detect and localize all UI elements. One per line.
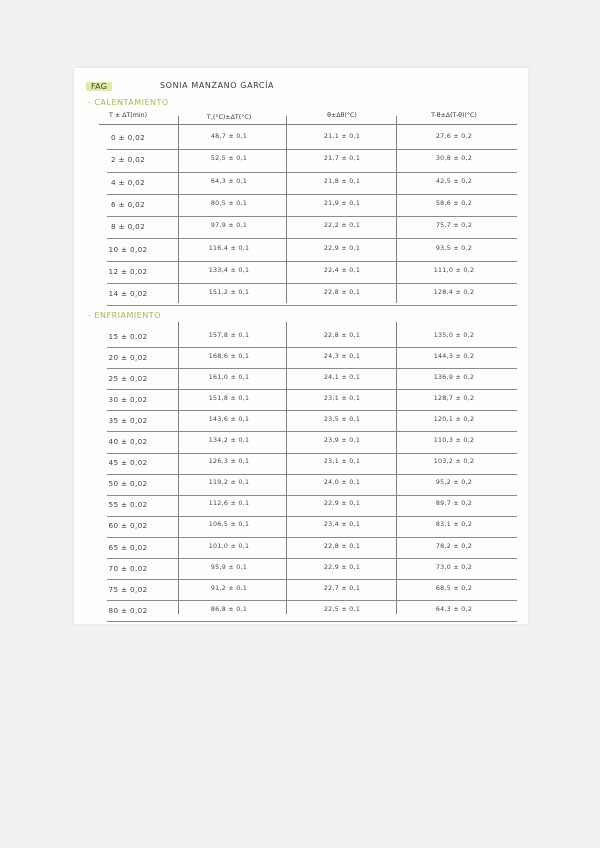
difference-cell: 30,8 ± 0,2 xyxy=(435,155,473,163)
tc-cell: 151,2 ± 0,1 xyxy=(208,289,250,297)
difference-cell: 136,9 ± 0,2 xyxy=(433,373,475,381)
time-cell: 70 ± 0,02 xyxy=(108,563,148,573)
table-row xyxy=(74,347,528,368)
header-tc: T꜀(°C)±ΔT(°C) xyxy=(206,114,252,121)
theta-cell: 23,1 ± 0,1 xyxy=(323,394,361,402)
theta-cell: 22,8 ± 0,1 xyxy=(323,331,361,339)
tc-cell: 116,4 ± 0,1 xyxy=(208,244,250,252)
difference-cell: 78,2 ± 0,2 xyxy=(435,542,473,550)
header-difference: T-θ±Δ(T-θ)(°C) xyxy=(431,112,477,119)
table-row xyxy=(74,216,528,238)
table-row xyxy=(74,127,528,149)
time-cell: 0 ± 0,02 xyxy=(110,133,146,143)
theta-cell: 22,2 ± 0,1 xyxy=(323,222,361,230)
theta-cell: 23,1 ± 0,1 xyxy=(323,458,361,466)
tc-cell: 95,9 ± 0,1 xyxy=(210,563,248,571)
theta-cell: 22,8 ± 0,1 xyxy=(323,542,361,550)
theta-cell: 21,8 ± 0,1 xyxy=(323,177,361,185)
table-row xyxy=(74,326,528,347)
table-row xyxy=(74,283,528,305)
difference-cell: 128,7 ± 0,2 xyxy=(433,394,475,402)
theta-cell: 22,7 ± 0,1 xyxy=(323,584,361,592)
theta-cell: 23,9 ± 0,1 xyxy=(323,437,361,445)
difference-cell: 68,5 ± 0,2 xyxy=(435,584,473,592)
tc-cell: 112,6 ± 0,1 xyxy=(208,500,250,508)
section-title-cooling: - ENFRIAMIENTO xyxy=(88,311,161,320)
tc-cell: 64,3 ± 0,1 xyxy=(210,177,248,185)
tc-cell: 151,8 ± 0,1 xyxy=(208,394,250,402)
author-name: SONIA MANZANO GARCÍA xyxy=(160,81,275,90)
time-cell: 14 ± 0,02 xyxy=(108,289,148,299)
tc-cell: 143,6 ± 0,1 xyxy=(208,415,250,423)
difference-cell: 27,6 ± 0,2 xyxy=(435,133,473,141)
time-cell: 60 ± 0,02 xyxy=(108,521,148,531)
time-cell: 30 ± 0,02 xyxy=(108,394,148,404)
difference-cell: 95,2 ± 0,2 xyxy=(435,479,473,487)
table-headers xyxy=(74,112,528,122)
difference-cell: 42,5 ± 0,2 xyxy=(435,177,473,185)
difference-cell: 120,1 ± 0,2 xyxy=(433,415,475,423)
notebook-page xyxy=(74,68,528,624)
tc-cell: 52,5 ± 0,1 xyxy=(210,155,248,163)
difference-cell: 144,3 ± 0,2 xyxy=(433,352,475,360)
time-cell: 12 ± 0,02 xyxy=(108,266,148,276)
tc-cell: 133,4 ± 0,1 xyxy=(208,266,250,274)
time-cell: 15 ± 0,02 xyxy=(108,331,148,341)
difference-cell: 73,0 ± 0,2 xyxy=(435,563,473,571)
difference-cell: 58,6 ± 0,2 xyxy=(435,200,473,208)
tc-cell: 126,3 ± 0,1 xyxy=(208,458,250,466)
theta-cell: 21,9 ± 0,1 xyxy=(323,200,361,208)
section-title-heating: - CALENTAMIENTO xyxy=(88,98,169,107)
time-cell: 50 ± 0,02 xyxy=(108,479,148,489)
tc-cell: 80,5 ± 0,1 xyxy=(210,200,248,208)
tc-cell: 168,6 ± 0,1 xyxy=(208,352,250,360)
header-time: T ± ΔT(min) xyxy=(108,112,148,119)
time-cell: 2 ± 0,02 xyxy=(110,155,146,165)
time-cell: 10 ± 0,02 xyxy=(108,244,148,254)
time-cell: 40 ± 0,02 xyxy=(108,437,148,447)
time-cell: 80 ± 0,02 xyxy=(108,605,148,615)
difference-cell: 64,3 ± 0,2 xyxy=(435,605,473,613)
table-row xyxy=(74,389,528,410)
theta-cell: 22,5 ± 0,1 xyxy=(323,605,361,613)
time-cell: 4 ± 0,02 xyxy=(110,177,146,187)
theta-cell: 22,9 ± 0,1 xyxy=(323,563,361,571)
tc-cell: 48,7 ± 0,1 xyxy=(210,133,248,141)
time-cell: 20 ± 0,02 xyxy=(108,352,148,362)
difference-cell: 89,7 ± 0,2 xyxy=(435,500,473,508)
theta-cell: 22,9 ± 0,1 xyxy=(323,500,361,508)
difference-cell: 103,2 ± 0,2 xyxy=(433,458,475,466)
time-cell: 8 ± 0,02 xyxy=(110,222,146,232)
header-theta: θ±Δθ(°C) xyxy=(327,112,357,119)
time-cell: 55 ± 0,02 xyxy=(108,500,148,510)
table-row xyxy=(74,579,528,600)
theta-cell: 21,7 ± 0,1 xyxy=(323,155,361,163)
theta-cell: 22,9 ± 0,1 xyxy=(323,244,361,252)
course-code-label: FAG xyxy=(86,82,112,91)
theta-cell: 23,5 ± 0,1 xyxy=(323,415,361,423)
table-row xyxy=(74,239,528,261)
table-row xyxy=(74,453,528,474)
tc-cell: 106,5 ± 0,1 xyxy=(208,521,250,529)
theta-cell: 24,3 ± 0,1 xyxy=(323,352,361,360)
difference-cell: 83,1 ± 0,2 xyxy=(435,521,473,529)
theta-cell: 22,8 ± 0,1 xyxy=(323,289,361,297)
difference-cell: 111,0 ± 0,2 xyxy=(433,266,475,274)
theta-cell: 22,4 ± 0,1 xyxy=(323,266,361,274)
tc-cell: 97,9 ± 0,1 xyxy=(210,222,248,230)
theta-cell: 21,1 ± 0,1 xyxy=(323,133,361,141)
time-cell: 45 ± 0,02 xyxy=(108,458,148,468)
time-cell: 25 ± 0,02 xyxy=(108,373,148,383)
tc-cell: 161,0 ± 0,1 xyxy=(208,373,250,381)
table-row xyxy=(74,516,528,537)
table-row xyxy=(74,172,528,194)
row-divider xyxy=(107,305,517,306)
difference-cell: 75,7 ± 0,2 xyxy=(435,222,473,230)
table-row xyxy=(74,432,528,453)
table-row xyxy=(74,495,528,516)
time-cell: 65 ± 0,02 xyxy=(108,542,148,552)
theta-cell: 23,4 ± 0,1 xyxy=(323,521,361,529)
time-cell: 35 ± 0,02 xyxy=(108,415,148,425)
table-row xyxy=(74,261,528,283)
difference-cell: 93,5 ± 0,2 xyxy=(435,244,473,252)
row-divider xyxy=(107,621,517,622)
table-row xyxy=(74,410,528,431)
header-rule xyxy=(99,124,517,125)
tc-cell: 86,8 ± 0,1 xyxy=(210,605,248,613)
table-row xyxy=(74,194,528,216)
table-row xyxy=(74,600,528,621)
difference-cell: 135,0 ± 0,2 xyxy=(433,331,475,339)
tc-cell: 134,2 ± 0,1 xyxy=(208,437,250,445)
difference-cell: 110,3 ± 0,2 xyxy=(433,437,475,445)
table-row xyxy=(74,149,528,171)
table-row xyxy=(74,537,528,558)
table-row xyxy=(74,558,528,579)
time-cell: 75 ± 0,02 xyxy=(108,584,148,594)
tc-cell: 101,0 ± 0,1 xyxy=(208,542,250,550)
table-row xyxy=(74,474,528,495)
theta-cell: 24,1 ± 0,1 xyxy=(323,373,361,381)
time-cell: 6 ± 0,02 xyxy=(110,200,146,210)
tc-cell: 119,2 ± 0,1 xyxy=(208,479,250,487)
tc-cell: 157,8 ± 0,1 xyxy=(208,331,250,339)
difference-cell: 128,4 ± 0,2 xyxy=(433,289,475,297)
theta-cell: 24,0 ± 0,1 xyxy=(323,479,361,487)
tc-cell: 91,2 ± 0,1 xyxy=(210,584,248,592)
table-row xyxy=(74,368,528,389)
